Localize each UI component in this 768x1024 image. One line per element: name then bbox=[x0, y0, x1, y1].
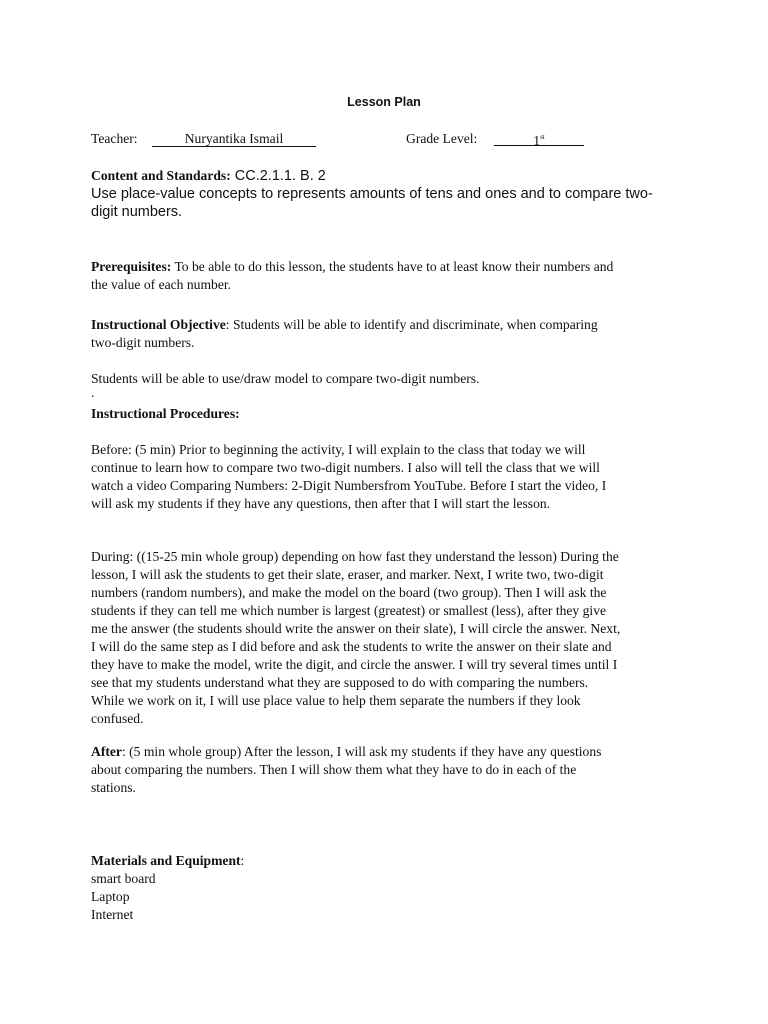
before-line: Before: (5 min) Prior to beginning the activity, I will explain to the class that today we will bbox=[91, 442, 586, 457]
standards-line: digit numbers. bbox=[91, 204, 183, 220]
standards-line: Use place-value concepts to represents amounts of tens and ones and to compare two- bbox=[91, 186, 653, 202]
objective-text: : Students will be able to identify and discriminate, when comparing bbox=[225, 317, 598, 332]
standards-description bbox=[91, 185, 683, 221]
teacher-label: Teacher: bbox=[91, 131, 138, 146]
materials-item: Laptop bbox=[91, 889, 130, 904]
content-standards-label: Content and Standards: bbox=[91, 168, 231, 183]
objective-label: Instructional Objective bbox=[91, 317, 226, 332]
stray-period: . bbox=[91, 385, 95, 400]
during-line: I will do the same step as I did before and ask the students to write the answer on their slate and bbox=[91, 639, 612, 654]
grade-value-wrap bbox=[494, 130, 584, 146]
prerequisites-text: To be able to do this lesson, the students have to at least know their numbers and bbox=[171, 259, 614, 274]
objective-second-paragraph bbox=[91, 370, 683, 398]
materials-item: smart board bbox=[91, 871, 156, 886]
materials-item: Internet bbox=[91, 907, 134, 922]
before-line: will ask my students if they have any questions, then after that I will start the lesson. bbox=[91, 496, 551, 511]
standards-code: CC.2.1.1. B. 2 bbox=[234, 168, 326, 184]
during-line: see that my students understand what they are supposed to do with comparing the numbers. bbox=[91, 675, 589, 690]
during-line: confused. bbox=[91, 711, 144, 726]
during-line: numbers (random numbers), and make the model on the board (two group). Then I will ask the bbox=[91, 585, 607, 600]
teacher-name: Nuryantika Ismail bbox=[152, 131, 316, 147]
during-line: While we work on it, I will use place value to help them separate the numbers if they look bbox=[91, 693, 581, 708]
grade-label: Grade Level: bbox=[406, 131, 478, 146]
during-line: During: ((15-25 min whole group) depending on how fast they understand the lesson) During the bbox=[91, 549, 619, 564]
objective-paragraph-2: Students will be able to use/draw model to compare two-digit numbers. bbox=[91, 371, 480, 386]
during-line: me the answer (the students should write the answer on their slate), I will circle the answer. Next, bbox=[91, 621, 621, 636]
after-line: about comparing the numbers. Then I will show them what they have to do in each of the bbox=[91, 762, 577, 777]
prerequisites-line: the value of each number. bbox=[91, 277, 232, 292]
before-line: watch a video Comparing Numbers: 2-Digit Numbersfrom YouTube. Before I start the video, I bbox=[91, 478, 607, 493]
after-line: stations. bbox=[91, 780, 136, 795]
after-text: : (5 min whole group) After the lesson, I will ask my students if they have any questions bbox=[121, 744, 602, 759]
grade-suffix: st bbox=[540, 133, 545, 141]
after-section bbox=[91, 743, 683, 797]
objective-line: two-digit numbers. bbox=[91, 335, 195, 350]
content-standards-section bbox=[91, 167, 683, 221]
during-line: students if they can tell me which number is largest (greatest) or smallest (less), after they give bbox=[91, 603, 607, 618]
materials-colon: : bbox=[240, 853, 245, 868]
prerequisites-label: Prerequisites: bbox=[91, 259, 172, 274]
objective-section bbox=[91, 316, 683, 352]
grade-field bbox=[494, 130, 584, 150]
during-line: lesson, I will ask the students to get their slate, eraser, and marker. Next, I write two, two-digit bbox=[91, 567, 604, 582]
after-label: After bbox=[91, 744, 122, 759]
during-line: they have to make the model, write the digit, and circle the answer. I will try several times until I bbox=[91, 657, 618, 672]
before-section bbox=[91, 441, 683, 513]
materials-label: Materials and Equipment bbox=[91, 853, 241, 868]
procedures-label: Instructional Procedures: bbox=[91, 406, 240, 421]
teacher-field bbox=[152, 130, 316, 148]
procedures-heading bbox=[91, 405, 683, 423]
materials-section bbox=[91, 852, 683, 924]
during-section bbox=[91, 548, 683, 728]
prerequisites-section bbox=[91, 258, 683, 294]
page-title: Lesson Plan bbox=[347, 95, 421, 109]
before-line: continue to learn how to compare two two-digit numbers. I also will tell the class that we will bbox=[91, 460, 600, 475]
grade-value: 1 bbox=[533, 133, 541, 148]
